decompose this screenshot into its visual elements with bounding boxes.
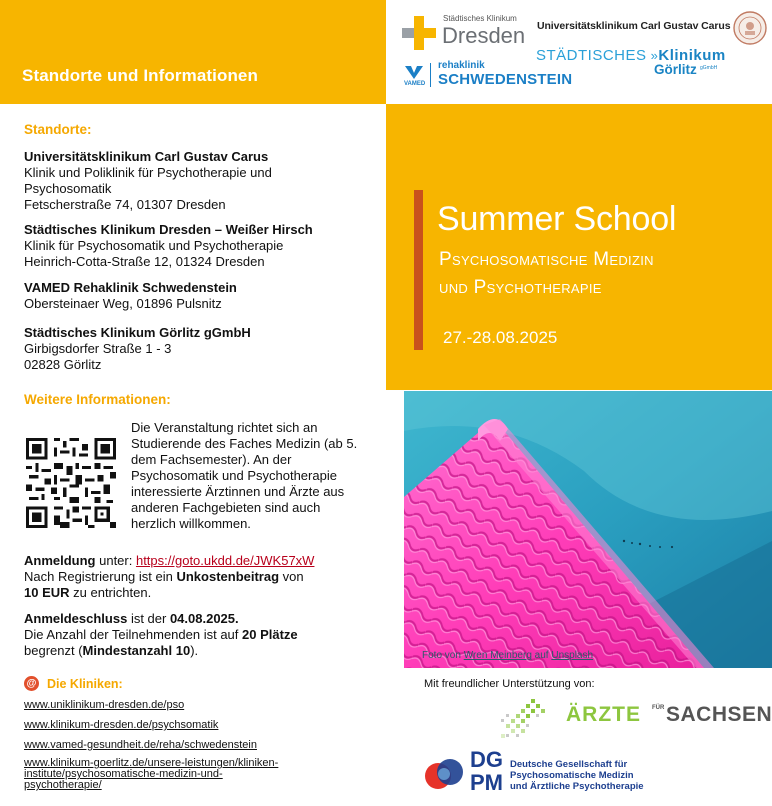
- credit-unsplash-link[interactable]: Unsplash: [551, 650, 594, 661]
- aerzte-text: ÄRZTE: [566, 703, 641, 726]
- link-goerlitz-cont[interactable]: institute/psychosomatische-medizin-und-: [24, 768, 223, 780]
- skd-cross-icon: [402, 16, 436, 50]
- anmeldung-paragraph: [24, 553, 374, 601]
- dgpm-pm: PM: [470, 770, 503, 795]
- location-line: Psychosomatik: [24, 181, 112, 196]
- unkostenbeitrag-label: Unkostenbeitrag: [176, 569, 280, 584]
- min-count: Mindestanzahl 10: [82, 643, 191, 658]
- credit-text: auf: [531, 650, 552, 661]
- weitere-title: Weitere Informationen:: [24, 392, 171, 407]
- logo-bar: [386, 0, 772, 104]
- credit-text: Foto von: [422, 650, 464, 661]
- goerlitz-chevrons: »: [646, 48, 659, 63]
- globe-icon: @: [24, 676, 39, 691]
- photo-credit: [422, 650, 593, 661]
- deadline-text: ist der: [127, 611, 170, 626]
- dgpm-dg: DG: [470, 747, 503, 772]
- dgpm-name-line: Psychosomatische Medizin: [510, 770, 634, 781]
- location-line: 02828 Görlitz: [24, 357, 102, 372]
- location-name: Universitätsklinikum Carl Gustav Carus: [24, 149, 269, 164]
- anmeldung-text: zu entrichten.: [69, 585, 152, 600]
- dgpm-circles-icon: [423, 752, 469, 794]
- dgpm-name-line: und Ärztliche Psychotherapie: [510, 781, 644, 792]
- pool-mattress-photo: [404, 391, 772, 668]
- event-date: 27.-28.08.2025: [443, 328, 558, 347]
- location-line: Fetscherstraße 74, 01307 Dresden: [24, 197, 226, 212]
- link-goerlitz-cont2[interactable]: psychotherapie/: [24, 779, 102, 791]
- deadline-text: Die Anzahl der Teilnehmenden ist auf: [24, 627, 243, 642]
- deadline-text: begrenzt (: [24, 643, 83, 658]
- location-name: Städtisches Klinikum Dresden – Weißer Hirsch: [24, 222, 313, 237]
- location-line: Girbigsdorfer Straße 1 - 3: [24, 341, 172, 356]
- goerlitz-logo-d: gGmbH: [700, 65, 718, 71]
- location-name: Städtisches Klinikum Görlitz gGmbH: [24, 325, 251, 340]
- event-title: Summer School: [437, 200, 677, 238]
- location-line: Klinik für Psychosomatik und Psychotherapie: [24, 238, 284, 253]
- link-ukd[interactable]: www.uniklinikum-dresden.de/pso: [24, 699, 185, 711]
- anmeldung-label: Anmeldung: [24, 553, 96, 568]
- location-line: Obersteinaer Weg, 01896 Pulsnitz: [24, 296, 222, 311]
- anmeldung-prefix: unter:: [95, 553, 136, 568]
- reha-big: SCHWEDENSTEIN: [438, 71, 573, 88]
- deadline-paragraph: [24, 611, 374, 659]
- goerlitz-logo-a: [536, 47, 726, 64]
- event-subtitle-line: Psychosomatische Medizin: [439, 249, 654, 270]
- location-skd: [24, 222, 374, 270]
- section-heading: Standorte und Informationen: [22, 66, 258, 85]
- kliniken-title: [24, 676, 123, 691]
- goerlitz-logo-c: Görlitz: [654, 62, 697, 77]
- places-count: 20 Plätze: [242, 627, 298, 642]
- vamed-v-icon: [405, 66, 423, 79]
- link-goerlitz[interactable]: www.klinikum-goerlitz.de/unsere-leistungen/kliniken-: [24, 757, 279, 769]
- anmeldung-text: von: [279, 569, 304, 584]
- anmeldung-text: Nach Registrierung ist ein: [24, 569, 177, 584]
- sachsen-text: SACHSEN: [666, 703, 772, 726]
- aerzte-fuer-sachsen-logo-icon: [498, 694, 556, 742]
- link-skd[interactable]: www.klinikum-dresden.de/psychsomatik: [24, 719, 219, 731]
- vamed-divider: [430, 63, 431, 87]
- vamed-text: VAMED: [404, 81, 426, 87]
- ukd-logo-text: Universitätsklinikum Carl Gustav Carus: [537, 20, 731, 32]
- location-ukd: [24, 149, 374, 213]
- dgpm-name: [510, 759, 644, 792]
- dgpm-name-line: Deutsche Gesellschaft für: [510, 759, 628, 770]
- deadline-label: Anmeldeschluss: [24, 611, 128, 626]
- goerlitz-word: STÄDTISCHES: [536, 47, 647, 64]
- qr-code-icon[interactable]: [26, 438, 116, 528]
- skd-big: Dresden: [442, 23, 526, 48]
- accent-bar: [414, 190, 423, 350]
- credit-photographer-link[interactable]: Wren Meinberg: [463, 650, 532, 661]
- deadline-date: 04.08.2025.: [169, 611, 239, 626]
- skd-small: Städtisches Klinikum: [443, 14, 517, 23]
- reha-small: rehaklinik: [438, 60, 485, 71]
- kliniken-title-text: Die Kliniken:: [47, 676, 123, 691]
- fuer-text: FÜR: [652, 705, 665, 711]
- event-subtitle-line: und Psychotherapie: [439, 277, 602, 298]
- event-subtitle: [439, 246, 759, 302]
- link-vamed[interactable]: www.vamed-gesundheit.de/reha/schwedenstein: [24, 739, 257, 751]
- standorte-title: Standorte:: [24, 122, 92, 137]
- left-header-band: [0, 0, 386, 104]
- goerlitz-klinikum: Klinikum: [658, 47, 726, 64]
- location-vamed: [24, 280, 374, 312]
- deadline-text: ).: [190, 643, 199, 658]
- weitere-text: Die Veranstaltung richtet sich an Studierende des Faches Medizin (ab 5. dem Fachsemester). An der Psychosomatik und Psychotherapie interessierte Ärztinnen und Ärzte aus anderen Fachgebieten sind auch herzlich willkommen.: [131, 420, 358, 531]
- ukd-seal-icon: [732, 10, 768, 46]
- anmeldung-link[interactable]: https://goto.ukdd.de/JWK57xW: [135, 553, 315, 568]
- support-label: Mit freundlicher Unterstützung von:: [424, 678, 595, 690]
- location-goerlitz: [24, 325, 374, 373]
- location-line: Heinrich-Cotta-Straße 12, 01324 Dresden: [24, 254, 265, 269]
- location-name: VAMED Rehaklinik Schwedenstein: [24, 280, 237, 295]
- fee-amount: 10 EUR: [24, 585, 70, 600]
- location-line: Klinik und Poliklinik für Psychotherapie und: [24, 165, 272, 180]
